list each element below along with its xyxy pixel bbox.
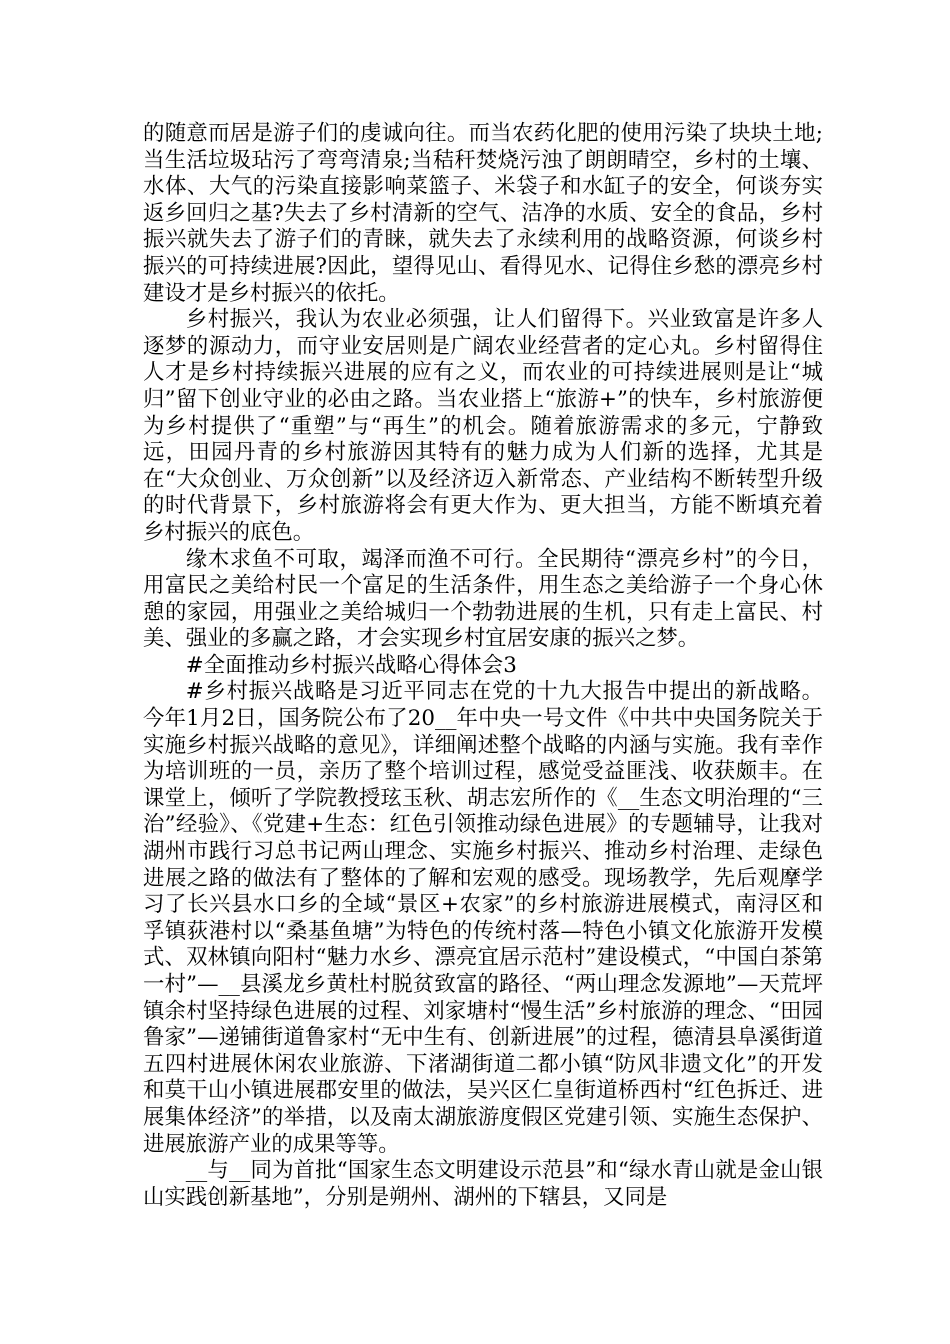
paragraph-2: 乡村振兴，我认为农业必须强，让人们留得下。兴业致富是许多人逐梦的源动力，而守业安居则是广阔农业经营者的定心丸。乡村留得住人才是乡村持续振兴进展的应有之义，而农业的可持续进展则是让“城归”留下创业守业的必由之路。当农业搭上“旅游+”的快车，乡村旅游便为乡村提供了“重塑”与“再生”的机会。随着旅游需求的多元，宁静致远，田园丹青的乡村旅游因其特有的魅力成为人们新的选择，尤其是在“大众创业、万众创新”以及经济迈入新常态、产业结构不断转型升级的时代背景下，乡村旅游将会有更大作为、更大担当，方能不断填充着乡村振兴的底色。 [143, 307, 823, 545]
paragraph-1: 的随意而居是游子们的虔诚向往。而当农药化肥的使用污染了块块土地;当生活垃圾玷污了弯弯清泉;当秸秆焚烧污浊了朗朗晴空，乡村的土壤、水体、大气的污染直接影响菜篮子、米袋子和水缸子的安全，何谈夯实返乡回归之基?失去了乡村清新的空气、洁净的水质、安全的食品，乡村振兴就失去了游子们的青睐，就失去了永续利用的战略资源，何谈乡村振兴的可持续进展?因此，望得见山、看得见水、记得住乡愁的漂亮乡村建设才是乡村振兴的依托。 [143, 121, 823, 306]
paragraph-3: 缘木求鱼不可取，竭泽而渔不可行。全民期待“漂亮乡村”的今日，用富民之美给村民一个富足的生活条件，用生态之美给游子一个身心休憩的家园，用强业之美给城归一个勃勃进展的生机，只有走上富民、村美、强业的多赢之路，才会实现乡村宜居安康的振兴之梦。 [143, 546, 823, 652]
paragraph-5: __与__同为首批“国家生态文明建设示范县”和“绿水青山就是金山银山实践创新基地”，分别是朔州、湖州的下辖县，又同是 [143, 1158, 823, 1210]
section-heading: #全面推动乡村振兴战略心得体会3 [185, 652, 517, 678]
paragraph-4: #乡村振兴战略是习近平同志在党的十九大报告中提出的新战略。今年1月2日，国务院公布了20__年中央一号文件《中共中央国务院关于实施乡村振兴战略的意见》，详细阐述整个战略的内涵与实施。我有幸作为培训班的一员，亲历了整个培训过程，感觉受益匪浅、收获颇丰。在课堂上，倾听了学院教授玹玉秋、胡志宏所作的《__生态文明治理的“三治”经验》、《党建+生态：红色引领推动绿色进展》的专题辅导，让我对湖州市践行习总书记两山理念、实施乡村振兴、推动乡村治理、走绿色进展之路的做法有了整体的了解和宏观的感受。现场教学，先后观摩学习了长兴县水口乡的全域“景区+农家”的乡村旅游进展模式，南浔区和孚镇荻港村以“桑基鱼塘”为特色的传统村落—特色小镇文化旅游开发模式、双林镇向阳村“魅力水乡、漂亮宜居示范村”建设模式，“中国白茶第一村”—__县溪龙乡黄杜村脱贫致富的路径、“两山理念发源地”—天荒坪镇余村坚持绿色进展的过程、刘家塘村“慢生活”乡村旅游的理念、“田园鲁家”—递铺街道鲁家村“无中生有、创新进展”的过程，德清县阜溪街道五四村进展休闲农业旅游、下渚湖街道二都小镇“防风非遗文化”的开发和莫干山小镇进展郡安里的做法，吴兴区仁皇街道桥西村“红色拆迁、进展集体经济”的举措，以及南太湖旅游度假区党建引领、实施生态保护、进展旅游产业的成果等等。 [143, 679, 823, 1157]
document-body [143, 121, 823, 1211]
